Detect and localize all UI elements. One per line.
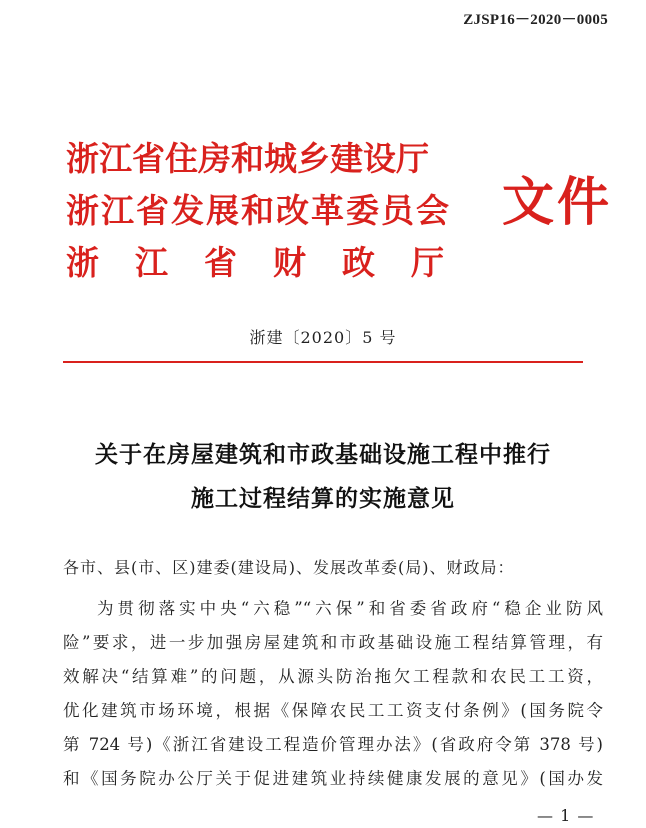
document-title-line-2: 施工过程结算的实施意见	[191, 486, 455, 512]
issuing-authorities	[66, 133, 496, 289]
red-divider-line	[63, 361, 583, 363]
issuer-finance-department: 浙江省财政厅	[66, 243, 480, 282]
document-code: ZJSP16－2020－0005	[463, 12, 608, 28]
document-number: 浙建〔2020〕5 号	[249, 328, 397, 347]
body-line: 优化建筑市场环境，根据《保障农民工工资支付条例》(国务院令	[63, 701, 603, 720]
page-number: — 1 —	[537, 806, 595, 825]
document-type-label: 文件	[502, 172, 613, 233]
body-line: 和《国务院办公厅关于促进建筑业持续健康发展的意见》(国办发	[63, 769, 603, 788]
body-text	[63, 592, 603, 796]
issuer-housing-department: 浙江省住房和城乡建设厅	[66, 139, 429, 178]
addressee-line: 各市、县(市、区)建委(建设局)、发展改革委(局)、财政局：	[63, 558, 515, 577]
body-line: 为贯彻落实中央“六稳”“六保”和省委省政府“稳企业防风	[97, 599, 603, 618]
document-title-line-1: 关于在房屋建筑和市政基础设施工程中推行	[95, 442, 551, 468]
body-line: 第 724 号)《浙江省建设工程造价管理办法》(省政府令第 378 号)	[63, 735, 603, 754]
body-line: 效解决“结算难”的问题，从源头防治拖欠工程款和农民工工资，	[63, 667, 603, 686]
issuer-development-reform-commission: 浙江省发展和改革委员会	[66, 191, 451, 230]
body-line: 险”要求，进一步加强房屋建筑和市政基础设施工程结算管理，有	[63, 633, 603, 652]
